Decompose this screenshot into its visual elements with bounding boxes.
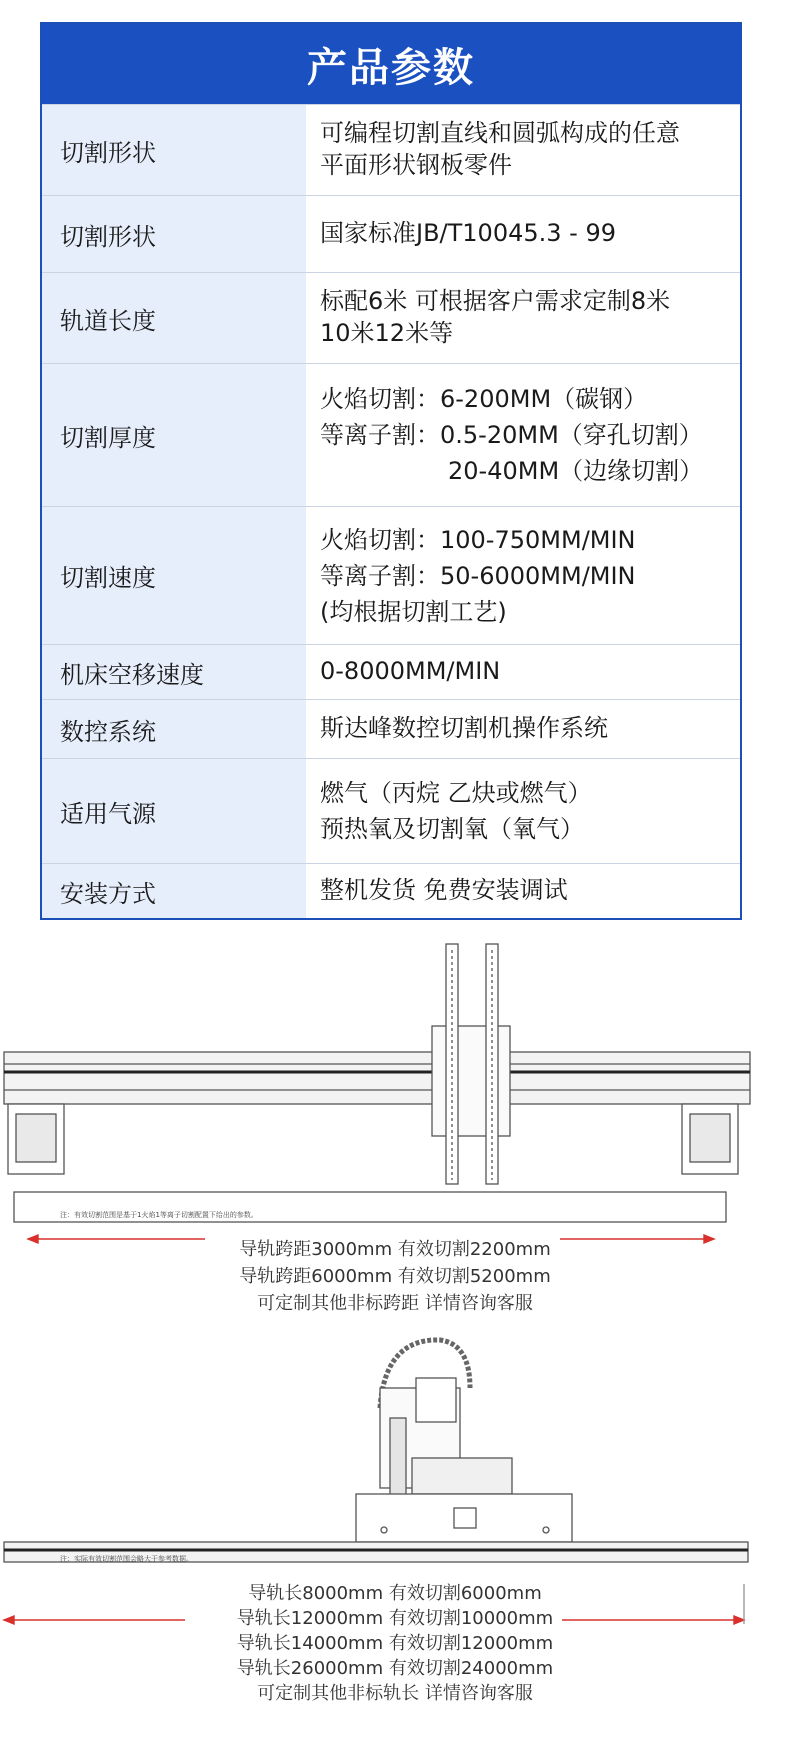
spec-value [306, 105, 740, 195]
gantry-front-diagram [0, 930, 790, 1320]
spec-value-line: 标配6米 可根据客户需求定制8米 [320, 287, 671, 316]
spec-value-line: 整机发货 免费安装调试 [320, 876, 568, 905]
spec-value-line: 火焰切割：100-750MM/MIN [320, 525, 636, 554]
spec-key: 适用气源 [42, 759, 306, 863]
spec-value-line: 国家标准JB/T10045.3 - 99 [320, 219, 616, 248]
spec-key: 切割形状 [42, 105, 306, 195]
spec-row [42, 644, 740, 699]
spec-key: 轨道长度 [42, 273, 306, 363]
spec-value-line: 20-40MM（边缘切割） [448, 457, 704, 485]
spec-row [42, 272, 740, 363]
spec-row [42, 195, 740, 272]
caption-line: 可定制其他非标轨长 详情咨询客服 [257, 1683, 533, 1704]
spec-value-line: 等离子割：0.5-20MM（穿孔切割） [320, 421, 703, 449]
spec-value-line: 预热氧及切割氧（氧气） [320, 815, 584, 843]
spec-row [42, 758, 740, 863]
spec-row [42, 506, 740, 644]
caption-line: 导轨长12000mm 有效切割10000mm [236, 1608, 554, 1629]
spec-value [306, 759, 740, 863]
caption-line: 导轨长8000mm 有效切割6000mm [248, 1583, 542, 1604]
gantry-front-drawing [0, 930, 790, 1230]
spec-key: 切割厚度 [42, 364, 306, 506]
spec-value [306, 364, 740, 506]
spec-row [42, 363, 740, 506]
spec-key: 数控系统 [42, 700, 306, 758]
spec-key: 机床空移速度 [42, 645, 306, 699]
spec-value-line: 可编程切割直线和圆弧构成的任意 [320, 119, 680, 148]
spec-value-line: 等离子割：50-6000MM/MIN [320, 561, 636, 590]
spec-value-line: 0-8000MM/MIN [320, 657, 501, 686]
spec-title: 产品参数 [42, 24, 740, 104]
spec-table [40, 22, 742, 920]
spec-value-line: 平面形状钢板零件 [320, 151, 512, 179]
caption-line: 可定制其他非标跨距 详情咨询客服 [257, 1293, 533, 1314]
note-text: 注：实际有效切割范围会略大于参考数据。 [60, 1555, 193, 1563]
spec-row [42, 699, 740, 758]
caption-line: 导轨长14000mm 有效切割12000mm [236, 1633, 554, 1654]
spec-key: 切割形状 [42, 196, 306, 272]
spec-row [42, 104, 740, 195]
caption-line: 导轨跨距3000mm 有效切割2200mm [239, 1239, 551, 1260]
caption-line: 导轨长26000mm 有效切割24000mm [236, 1658, 554, 1679]
spec-row [42, 863, 740, 918]
spec-key: 切割速度 [42, 507, 306, 644]
spec-value-line: (均根据切割工艺) [320, 597, 507, 626]
spec-value [306, 645, 740, 699]
note-text: 注：有效切割范围是基于1火焰1等离子切割配置下给出的参数。 [60, 1211, 258, 1219]
spec-key: 安装方式 [42, 864, 306, 918]
gantry-side-drawing [0, 1328, 790, 1568]
spec-value [306, 864, 740, 918]
spec-value [306, 196, 740, 272]
spec-value [306, 700, 740, 758]
caption-line: 导轨跨距6000mm 有效切割5200mm [239, 1266, 551, 1287]
spec-value [306, 273, 740, 363]
spec-value [306, 507, 740, 644]
gantry-side-diagram [0, 1328, 790, 1736]
spec-value-line: 火焰切割：6-200MM（碳钢） [320, 385, 648, 413]
spec-value-line: 燃气（丙烷 乙炔或燃气） [320, 779, 592, 807]
spec-value-line: 10米12米等 [320, 319, 454, 347]
spec-value-line: 斯达峰数控切割机操作系统 [320, 714, 608, 743]
